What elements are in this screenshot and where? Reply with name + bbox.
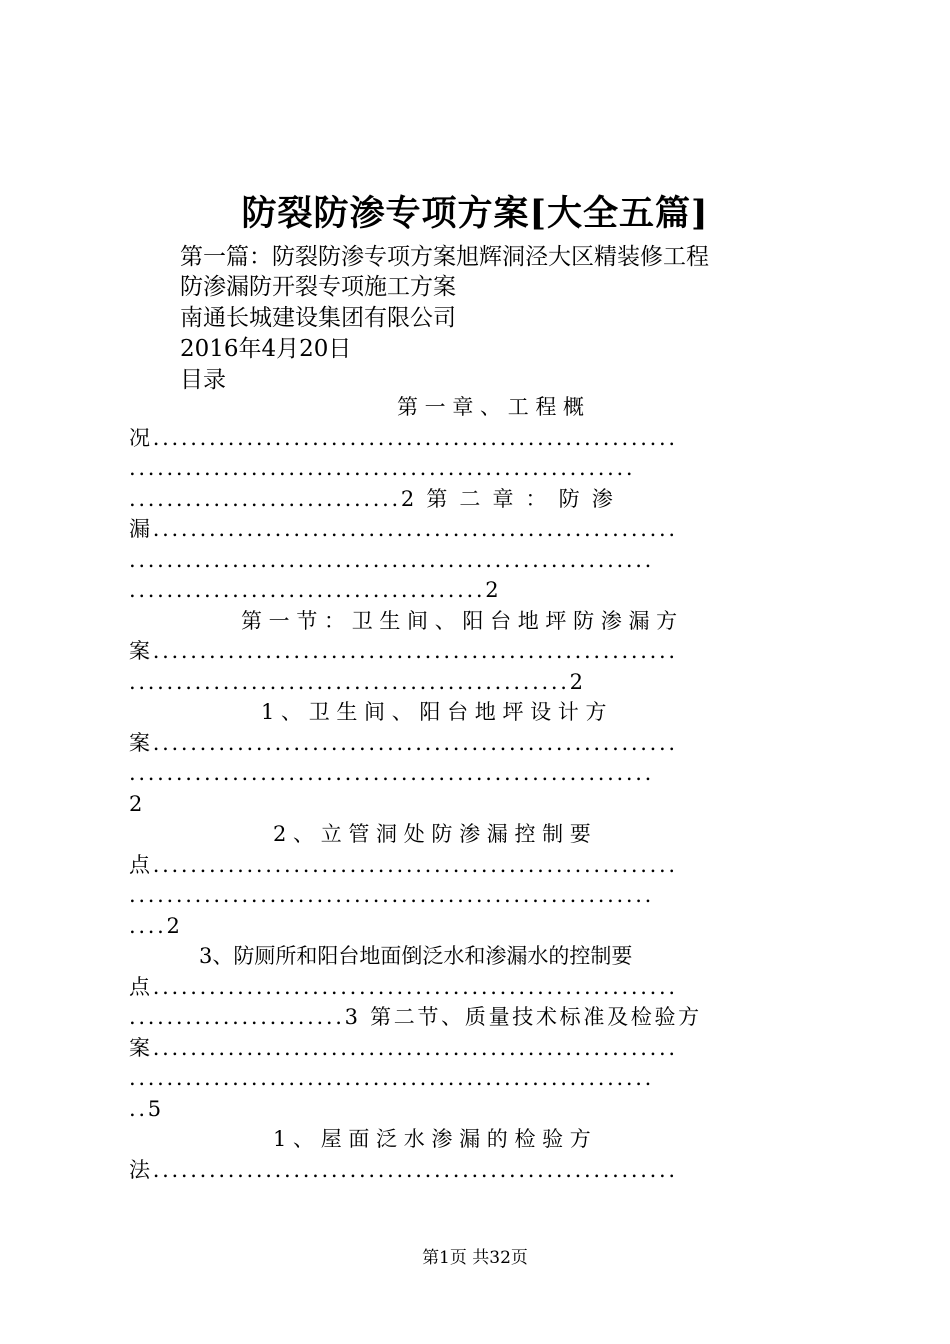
toc-line: ........................................................ — [129, 1066, 655, 1090]
toc-line: 2 、 立 管 洞 处 防 渗 漏 控 制 要 — [273, 822, 591, 846]
toc-line: ........................................................ — [129, 883, 655, 907]
toc-line: 点........................................................ — [129, 852, 678, 877]
toc-line: 法........................................................ — [129, 1157, 678, 1182]
toc-line: 2 — [129, 791, 143, 816]
toc-line: ..5 — [129, 1096, 164, 1121]
toc-line: 3、防厕所和阳台地面倒泛水和渗漏水的控制要 — [199, 944, 633, 968]
toc-line: 第 一 章 、 工 程 概 — [397, 395, 585, 419]
toc-line: .......................3 第二节、质量技术标准及检验方 — [129, 1005, 702, 1029]
toc-line: ........................................................ — [129, 761, 655, 785]
toc-line: 第 一 节 ： 卫 生 间 、 阳 台 地 坪 防 渗 漏 方 — [241, 608, 678, 633]
intro-line-1: 第一篇：防裂防渗专项方案旭辉洞泾大区精装修工程 — [180, 244, 709, 270]
page-footer: 第1页 共32页 — [422, 1248, 528, 1268]
intro-line-2: 防渗漏防开裂专项施工方案 — [180, 274, 456, 300]
toc-line: ....2 — [129, 913, 183, 938]
toc-line: ......................................2 — [129, 578, 502, 602]
toc-line: .............................2 第 二 章 ： 防 渗 — [129, 486, 616, 511]
intro-line-5: 目录 — [180, 367, 226, 393]
table-of-contents — [129, 392, 829, 1185]
toc-line: ........................................................ — [129, 547, 655, 572]
toc-line: 漏........................................................ — [129, 517, 678, 541]
toc-line: ...............................................2 — [129, 669, 586, 694]
toc-line: 1 、 卫 生 间 、 阳 台 地 坪 设 计 方 — [261, 700, 607, 724]
intro-line-4: 2016年4月20日 — [180, 336, 352, 362]
document-title: 防裂防渗专项方案[大全五篇] — [241, 193, 709, 234]
toc-line: 1 、 屋 面 泛 水 渗 漏 的 检 验 方 — [273, 1127, 591, 1151]
toc-line: ...................................................... — [129, 456, 636, 480]
intro-line-3: 南通长城建设集团有限公司 — [180, 305, 456, 331]
toc-line: 点........................................................ — [129, 974, 678, 999]
toc-line: 案........................................................ — [129, 730, 678, 755]
toc-line: 况........................................................ — [129, 425, 678, 450]
toc-line: 案........................................................ — [129, 1035, 678, 1060]
toc-line: 案........................................................ — [129, 639, 678, 663]
